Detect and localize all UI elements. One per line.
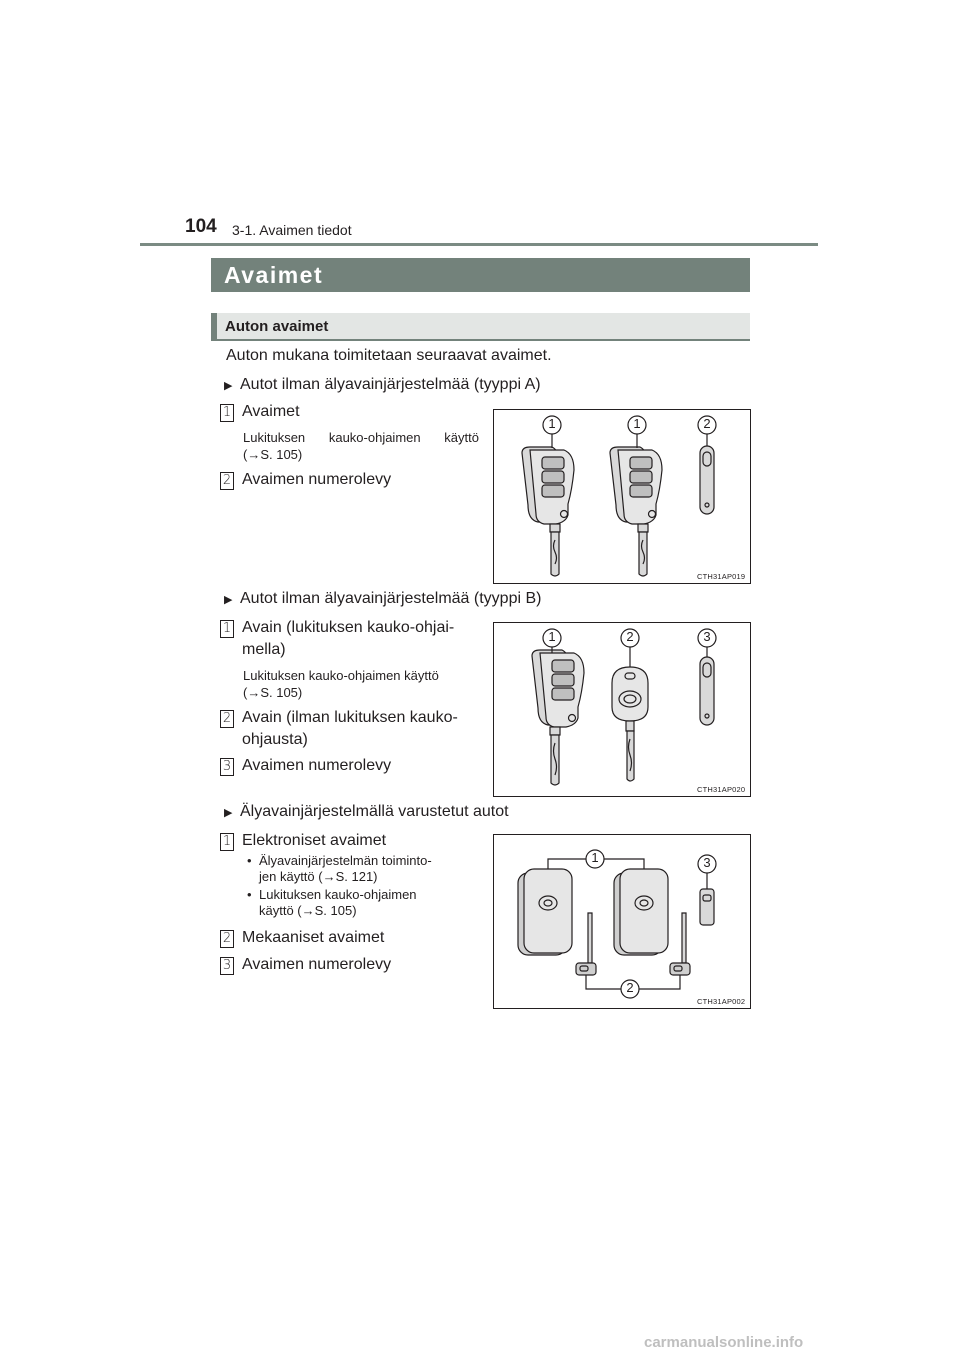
callout-label: 1 <box>548 629 556 644</box>
bullet-text-cont: käyttö (→S. 105) <box>259 903 357 918</box>
callout-number: 3 <box>220 758 234 776</box>
item-label-cont: mella) <box>242 641 286 658</box>
figure-code: CTH31AP020 <box>697 785 746 794</box>
callout-label: 3 <box>703 629 711 644</box>
watermark: carmanualsonline.info <box>644 1334 804 1351</box>
item-label: Avain (lukituksen kauko-ohjai- <box>242 619 455 636</box>
item-label: Avaimet <box>242 403 300 420</box>
bullet-marker: • <box>247 853 252 868</box>
callout-number: 2 <box>220 472 234 490</box>
callout-label: 1 <box>591 850 599 865</box>
callout-number: 3 <box>220 957 234 975</box>
callout-number: 2 <box>220 710 234 728</box>
callout-number: 2 <box>220 930 234 948</box>
bullet-text: Älyavainjärjestelmän toiminto- <box>259 853 432 868</box>
figure-keys-type-a <box>493 409 751 584</box>
item-label-cont: ohjausta) <box>242 731 308 748</box>
figure-smart-keys <box>493 834 751 1009</box>
page-reference: (→S. 105) <box>243 685 303 700</box>
case-heading-b: ▶ Autot ilman älyavainjärjestelmää (tyyppi B) <box>224 590 542 607</box>
triangle-bullet-icon: ▶ <box>224 380 233 392</box>
key-illustration <box>494 410 750 583</box>
section-title: Avaimet <box>224 262 324 288</box>
subsection-title: Auton avaimet <box>225 318 329 335</box>
item-label: Avaimen numerolevy <box>242 757 392 774</box>
item-label: Elektroniset avaimet <box>242 832 387 849</box>
callout-label: 1 <box>548 416 556 431</box>
case-heading-c: ▶ Älyavainjärjestelmällä varustetut autot <box>224 803 509 820</box>
header-rule <box>140 243 818 246</box>
figure-code: CTH31AP002 <box>697 997 746 1006</box>
item-label: Mekaaniset avaimet <box>242 929 385 946</box>
intro-text: Auton mukana toimitetaan seuraavat avaimet. <box>226 347 552 364</box>
bullet-text-cont: jen käyttö (→S. 121) <box>259 869 378 884</box>
item-description: Lukituksen kauko-ohjaimen käyttö <box>243 668 439 683</box>
page-number: 104 <box>185 216 217 237</box>
case-heading-a: ▶ Autot ilman älyavainjärjestelmää (tyyppi A) <box>224 376 541 393</box>
chapter-title: 3-1. Avaimen tiedot <box>232 222 352 238</box>
callout-label: 2 <box>626 629 634 644</box>
key-illustration <box>494 623 750 796</box>
figure-code: CTH31AP019 <box>697 572 746 581</box>
figure-keys-type-b <box>493 622 751 797</box>
bullet-text: Lukituksen kauko-ohjaimen <box>259 887 417 902</box>
callout-number: 1 <box>220 833 234 851</box>
callout-label: 2 <box>626 980 634 995</box>
callout-label: 2 <box>703 416 711 431</box>
bullet-marker: • <box>247 887 252 902</box>
item-description: Lukituksen kauko-ohjaimen käyttö <box>243 430 479 445</box>
triangle-bullet-icon: ▶ <box>224 594 233 606</box>
callout-number: 1 <box>220 620 234 638</box>
item-label: Avain (ilman lukituksen kauko- <box>242 709 458 726</box>
subsection-accent <box>211 313 217 341</box>
callout-label: 3 <box>703 855 711 870</box>
triangle-bullet-icon: ▶ <box>224 807 233 819</box>
callout-number: 1 <box>220 404 234 422</box>
item-label: Avaimen numerolevy <box>242 471 392 488</box>
item-label: Avaimen numerolevy <box>242 956 392 973</box>
page-reference: (→S. 105) <box>243 447 303 462</box>
callout-label: 1 <box>633 416 641 431</box>
